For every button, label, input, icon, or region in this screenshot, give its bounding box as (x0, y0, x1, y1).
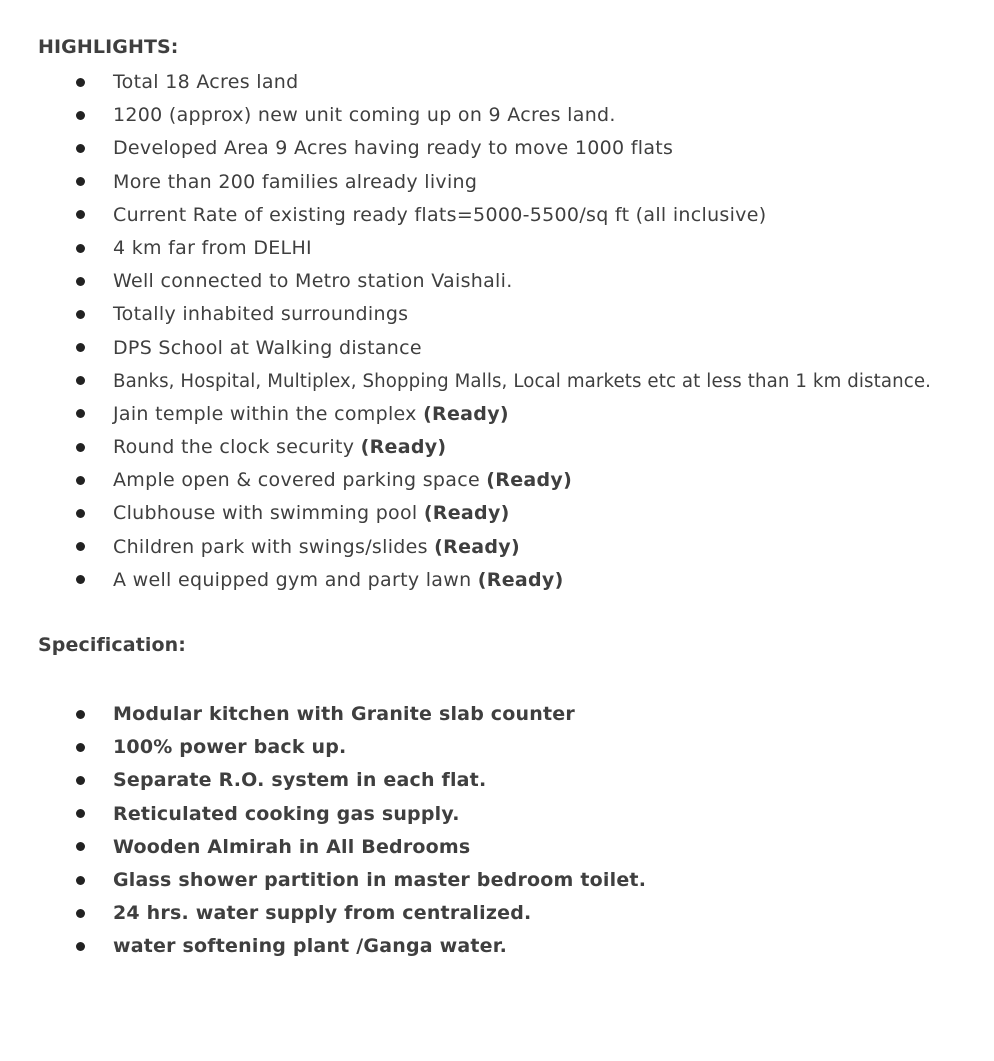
spec-text: Reticulated cooking gas supply. (113, 802, 460, 825)
highlight-text: Jain temple within the complex (113, 402, 424, 425)
bullet-icon (76, 842, 85, 851)
ready-tag: (Ready) (434, 535, 520, 558)
ready-tag: (Ready) (423, 402, 509, 425)
bullet-icon (76, 310, 85, 319)
bullet-icon (76, 876, 85, 885)
bullet-icon (76, 542, 85, 551)
highlight-text: Clubhouse with swimming pool (113, 502, 424, 525)
specification-heading: Specification: (38, 634, 186, 656)
bullet-icon (76, 809, 85, 818)
bullet-icon (76, 244, 85, 253)
spec-text: Wooden Almirah in All Bedrooms (113, 835, 471, 858)
highlight-text: DPS School at Walking distance (113, 336, 422, 359)
bullet-icon (76, 776, 85, 785)
highlight-text: 1200 (approx) new unit coming up on 9 Acres land. (113, 104, 616, 127)
bullet-icon (76, 743, 85, 752)
bullet-icon (76, 210, 85, 219)
bullet-icon (76, 575, 85, 584)
highlight-text: Children park with swings/slides (113, 535, 435, 558)
bullet-icon (76, 277, 85, 286)
bullet-icon (76, 710, 85, 719)
bullet-icon (76, 343, 85, 352)
highlight-text: Banks, Hospital, Multiplex, Shopping Malls, Local markets etc at less than 1 km distance. (113, 370, 932, 392)
spec-text: water softening plant /Ganga water. (113, 935, 508, 958)
highlight-text: A well equipped gym and party lawn (113, 568, 478, 591)
bullet-icon (76, 443, 85, 452)
bullet-icon (76, 177, 85, 186)
highlight-text: Developed Area 9 Acres having ready to move 1000 flats (113, 137, 674, 160)
bullet-icon (76, 509, 85, 518)
highlight-text: Ample open & covered parking space (113, 469, 487, 492)
highlight-text: 4 km far from DELHI (113, 236, 312, 259)
highlight-text: Current Rate of existing ready flats=5000-5500/sq ft (all inclusive) (113, 203, 767, 226)
bullet-icon (76, 942, 85, 951)
highlight-text: Round the clock security (113, 436, 361, 459)
highlight-text: Total 18 Acres land (113, 71, 299, 93)
spec-text: Modular kitchen with Granite slab counter (113, 703, 575, 725)
spec-text: 24 hrs. water supply from centralized. (113, 902, 532, 925)
bullet-icon (76, 111, 85, 120)
highlight-text: More than 200 families already living (113, 170, 478, 193)
bullet-icon (76, 909, 85, 918)
spec-text: Glass shower partition in master bedroom toilet. (113, 868, 647, 891)
spec-text: 100% power back up. (113, 736, 347, 759)
highlight-text: Well connected to Metro station Vaishali. (113, 270, 513, 293)
bullet-icon (76, 476, 85, 485)
ready-tag: (Ready) (477, 568, 564, 591)
ready-tag: (Ready) (423, 502, 510, 525)
ready-tag: (Ready) (486, 469, 573, 492)
bullet-icon (76, 376, 85, 385)
spec-text: Separate R.O. system in each flat. (113, 769, 487, 792)
bullet-icon (76, 409, 85, 418)
highlights-heading: HIGHLIGHTS: (38, 36, 179, 58)
ready-tag: (Ready) (360, 436, 447, 459)
bullet-icon (76, 144, 85, 153)
highlight-text: Totally inhabited surroundings (113, 303, 409, 326)
bullet-icon (76, 78, 85, 87)
